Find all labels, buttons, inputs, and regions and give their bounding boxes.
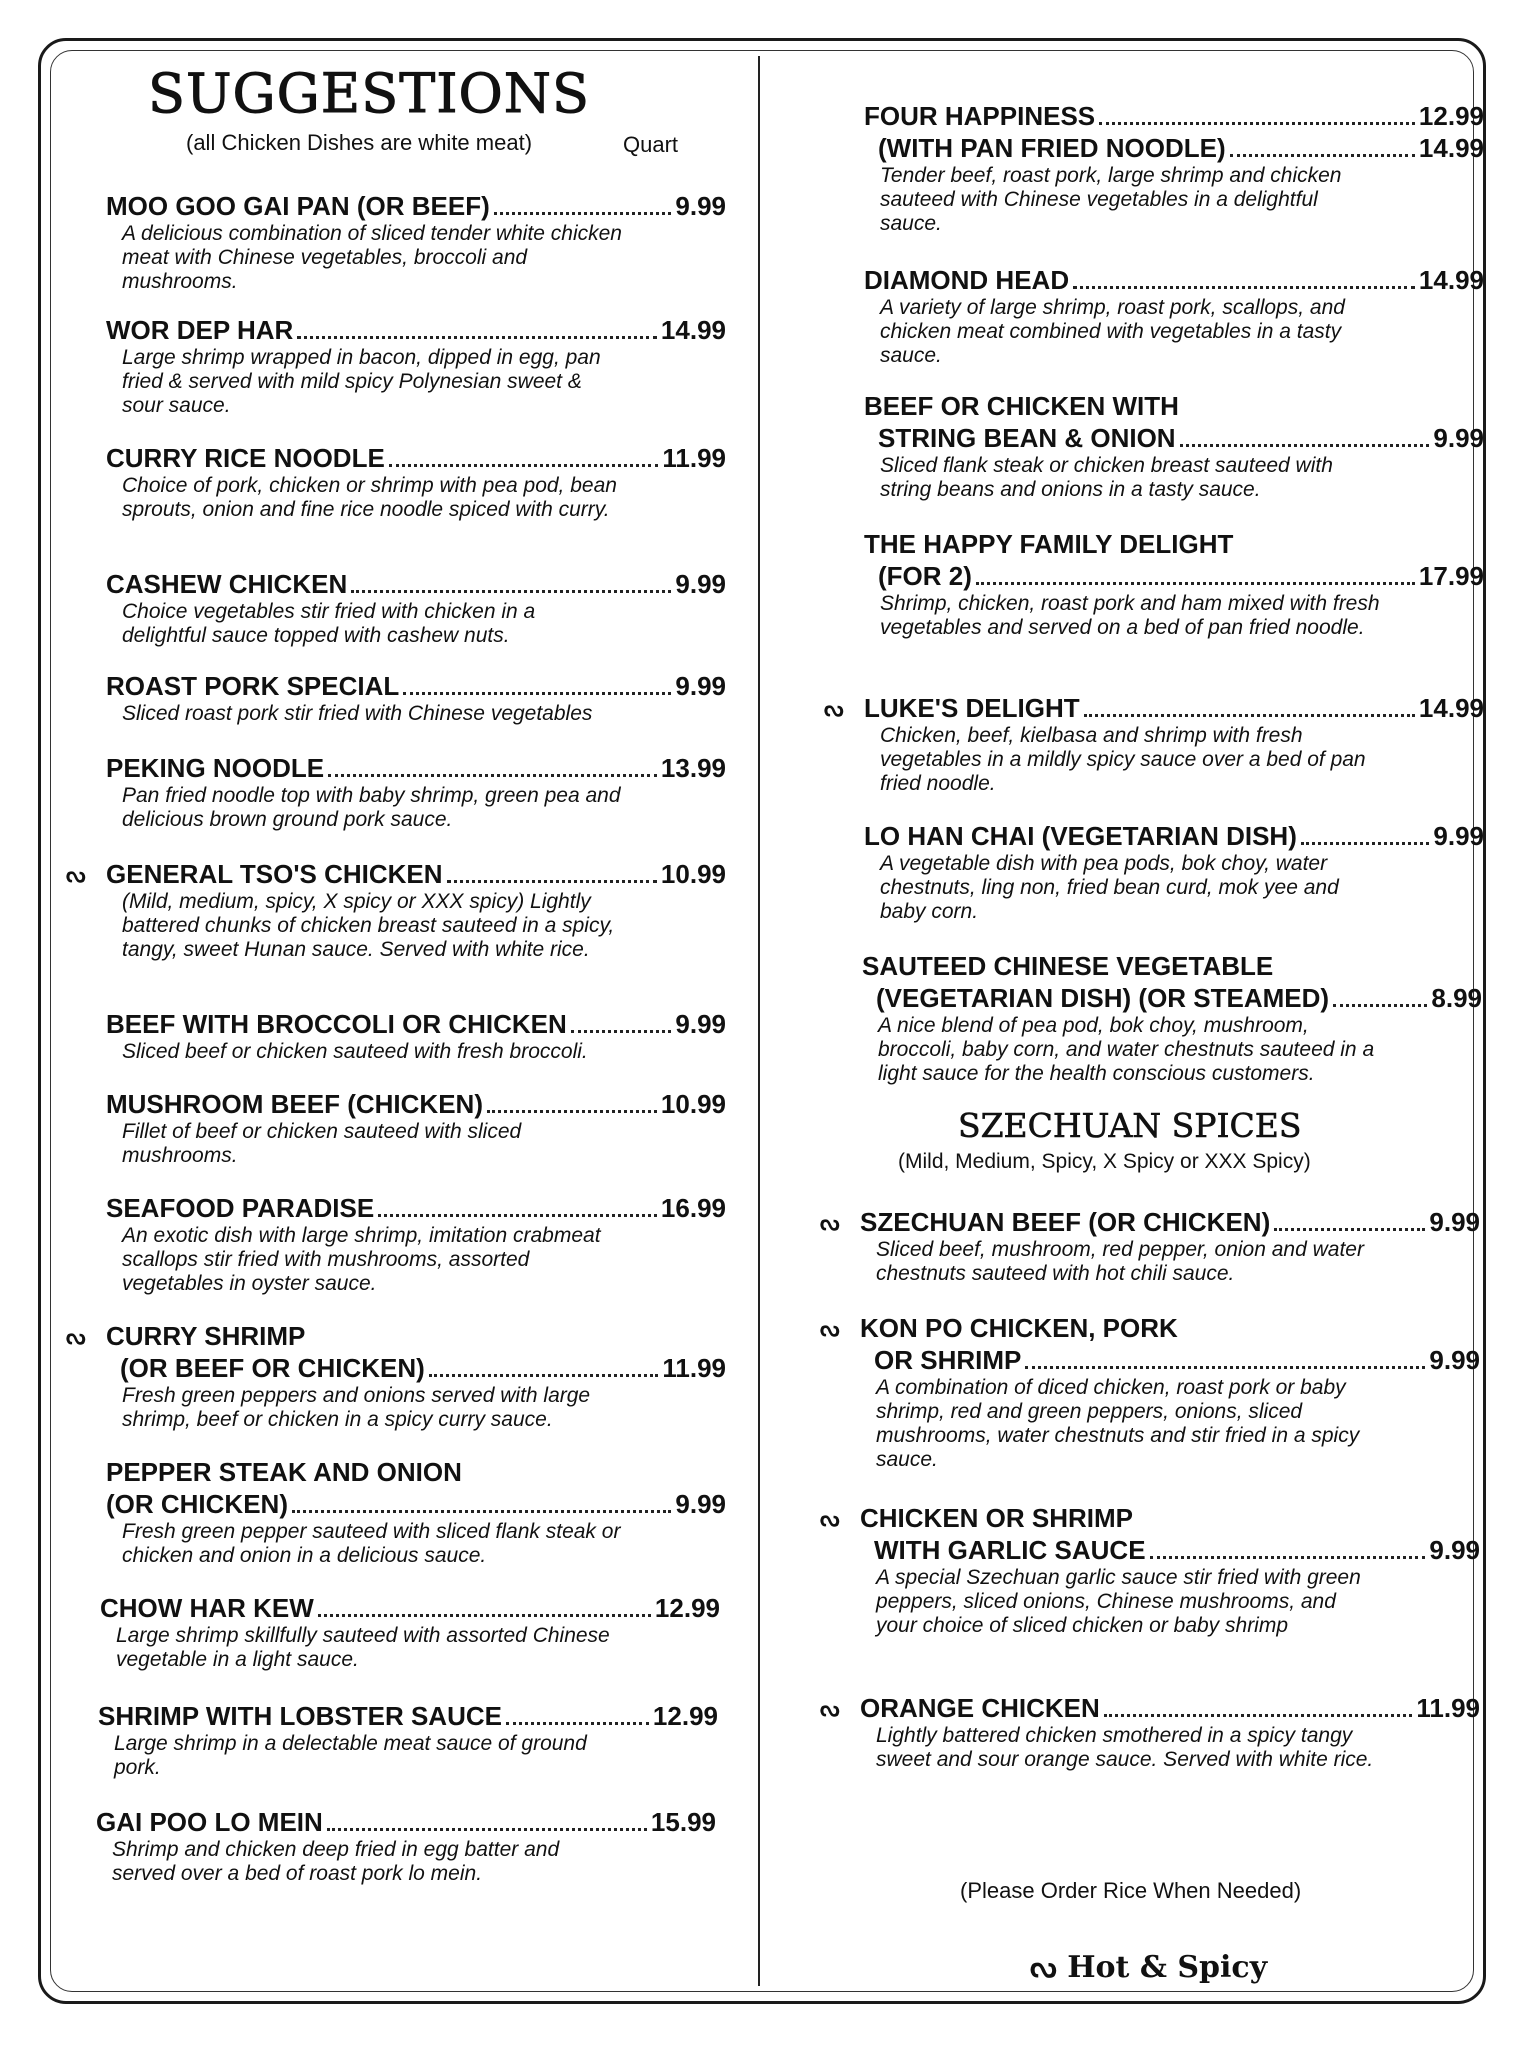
szechuan-section-subtitle: (Mild, Medium, Spicy, X Spicy or XXX Spicy) xyxy=(898,1150,1311,1173)
column-divider xyxy=(758,56,760,1986)
legend-label: Hot & Spicy xyxy=(1067,1950,1268,1985)
hot-spicy-legend xyxy=(1030,1950,1267,1985)
menu-item-lukes-delight xyxy=(824,692,1484,796)
item-price: 12.99 xyxy=(1418,101,1484,131)
menu-item-happy-family xyxy=(864,528,1484,640)
item-description: Sliced roast pork stir fried with Chinese vegetables xyxy=(122,702,593,725)
item-description: Fillet of beef or chicken sauteed with sliced mushrooms. xyxy=(122,1120,522,1167)
item-price: 9.99 xyxy=(675,569,726,599)
item-name: LO HAN CHAI (VEGETARIAN DISH) xyxy=(864,821,1297,851)
menu-item-lo-han-chai xyxy=(864,820,1484,924)
menu-item-chow-har-kew xyxy=(100,1592,720,1672)
item-name: OR SHRIMP xyxy=(874,1345,1022,1375)
item-description: Shrimp and chicken deep fried in egg batter and served over a bed of roast pork lo mein. xyxy=(112,1838,560,1885)
item-name: GAI POO LO MEIN xyxy=(96,1807,323,1837)
item-price: 14.99 xyxy=(660,315,726,345)
menu-item-seafood-paradise xyxy=(106,1192,726,1296)
item-name: ROAST PORK SPECIAL xyxy=(106,671,400,701)
menu-item-pepper-steak xyxy=(106,1456,726,1568)
item-name: (OR BEEF OR CHICKEN) xyxy=(120,1353,425,1383)
hot-spicy-icon: ᔓ xyxy=(66,862,86,887)
menu-item-general-tso xyxy=(66,858,726,962)
hot-spicy-icon: ᔓ xyxy=(1030,1950,1057,1985)
item-price: 9.99 xyxy=(1429,1207,1480,1237)
item-price: 9.99 xyxy=(675,1009,726,1039)
rice-note: (Please Order Rice When Needed) xyxy=(960,1878,1302,1903)
item-description: Large shrimp in a delectable meat sauce of ground pork. xyxy=(114,1732,587,1779)
item-price: 17.99 xyxy=(1418,561,1484,591)
item-name: CHOW HAR KEW xyxy=(100,1593,314,1623)
item-description: A delicious combination of sliced tender white chicken meat with Chinese vegetables, broccoli and mushrooms. xyxy=(122,222,622,293)
item-price: 12.99 xyxy=(654,1593,720,1623)
item-description: Choice vegetables stir fried with chicken in a delightful sauce topped with cashew nuts. xyxy=(122,600,536,647)
item-description: Chicken, beef, kielbasa and shrimp with fresh vegetables in a mildly spicy sauce over a bed of pan fried noodle. xyxy=(880,724,1366,795)
menu-item-mushroom-beef xyxy=(106,1088,726,1168)
item-description: Tender beef, roast pork, large shrimp and chicken sauteed with Chinese vegetables in a delightful sauce. xyxy=(880,164,1342,235)
item-name-line1: KON PO CHICKEN, PORK xyxy=(860,1313,1178,1343)
item-name: MUSHROOM BEEF (CHICKEN) xyxy=(106,1089,483,1119)
item-name: SEAFOOD PARADISE xyxy=(106,1193,375,1223)
menu-item-diamond-head xyxy=(864,264,1484,368)
item-price: 9.99 xyxy=(1429,1535,1480,1565)
item-price: 16.99 xyxy=(660,1193,726,1223)
menu-title: SUGGESTIONS xyxy=(148,62,591,125)
menu-item-orange-chicken xyxy=(820,1692,1480,1772)
item-price: 9.99 xyxy=(675,671,726,701)
hot-spicy-icon: ᔓ xyxy=(820,1316,840,1341)
item-price: 9.99 xyxy=(1429,1345,1480,1375)
item-description: Choice of pork, chicken or shrimp with pea pod, bean sprouts, onion and fine rice noodle spiced with curry. xyxy=(122,474,617,521)
item-description: Large shrimp wrapped in bacon, dipped in egg, pan fried & served with mild spicy Polynesian sweet & sour sauce. xyxy=(122,346,601,417)
item-price: 8.99 xyxy=(1431,983,1482,1013)
menu-item-roast-pork-special xyxy=(106,670,726,726)
item-name: STRING BEAN & ONION xyxy=(878,423,1176,453)
item-name: LUKE'S DELIGHT xyxy=(864,693,1080,723)
item-name: CASHEW CHICKEN xyxy=(106,569,348,599)
item-price: 14.99 xyxy=(1418,265,1484,295)
item-description: Sliced beef, mushroom, red pepper, onion and water chestnuts sauteed with hot chili sauce. xyxy=(876,1238,1364,1285)
menu-item-four-happiness xyxy=(864,100,1484,236)
item-name-line1: CURRY SHRIMP xyxy=(106,1321,306,1351)
item-description: Fresh green pepper sauteed with sliced flank steak or chicken and onion in a delicious sauce. xyxy=(122,1520,621,1567)
item-name: CURRY RICE NOODLE xyxy=(106,443,385,473)
item-name: GENERAL TSO'S CHICKEN xyxy=(106,859,443,889)
size-label: Quart xyxy=(623,132,679,157)
item-price: 12.99 xyxy=(652,1701,718,1731)
menu-item-moo-goo-gai-pan xyxy=(106,190,726,294)
menu-item-peking-noodle xyxy=(106,752,726,832)
item-name: MOO GOO GAI PAN (OR BEEF) xyxy=(106,191,490,221)
item-name: BEEF WITH BROCCOLI OR CHICKEN xyxy=(106,1009,567,1039)
item-price: 13.99 xyxy=(660,753,726,783)
menu-item-kon-po xyxy=(820,1312,1480,1472)
item-name: (OR CHICKEN) xyxy=(106,1489,288,1519)
item-description: A combination of diced chicken, roast pork or baby shrimp, red and green peppers, onions, sliced mushrooms, water chestnuts and stir fried in a spicy sauce. xyxy=(876,1376,1360,1471)
item-name-line1: BEEF OR CHICKEN WITH xyxy=(864,391,1179,421)
item-price-variant: 14.99 xyxy=(1418,133,1484,163)
menu-item-garlic-sauce xyxy=(820,1502,1480,1638)
item-price: 10.99 xyxy=(660,1089,726,1119)
item-name-variant: (WITH PAN FRIED NOODLE) xyxy=(878,133,1226,163)
item-name: FOUR HAPPINESS xyxy=(864,101,1096,131)
item-description: An exotic dish with large shrimp, imitation crabmeat scallops stir fried with mushrooms, assorted vegetables in oyster sauce. xyxy=(122,1224,601,1295)
menu-subtitle: (all Chicken Dishes are white meat) xyxy=(186,130,533,155)
menu-item-cashew-chicken xyxy=(106,568,726,648)
item-name: WOR DEP HAR xyxy=(106,315,294,345)
menu-item-curry-rice-noodle xyxy=(106,442,726,522)
item-price: 10.99 xyxy=(660,859,726,889)
item-description: A vegetable dish with pea pods, bok choy, water chestnuts, ling non, fried bean curd, mok yee and baby corn. xyxy=(880,852,1339,923)
menu-item-shrimp-lobster-sauce xyxy=(98,1700,718,1780)
menu-item-beef-with-broccoli xyxy=(106,1008,726,1064)
item-description: A special Szechuan garlic sauce stir fried with green peppers, sliced onions, Chinese mushrooms, and your choice of sliced chicken or baby shrimp xyxy=(876,1566,1361,1637)
item-price: 11.99 xyxy=(662,443,726,473)
item-price: 11.99 xyxy=(662,1353,726,1383)
item-description: (Mild, medium, spicy, X spicy or XXX spicy) Lightly battered chunks of chicken breast sauteed in a spicy, tangy, sweet Hunan sauce. Served with white rice. xyxy=(122,890,615,961)
item-description: Lightly battered chicken smothered in a spicy tangy sweet and sour orange sauce. Served with white rice. xyxy=(876,1724,1374,1771)
hot-spicy-icon: ᔓ xyxy=(820,1696,840,1721)
hot-spicy-icon: ᔓ xyxy=(820,1210,840,1235)
item-description: Sliced flank steak or chicken breast sauteed with string beans and onions in a tasty sauce. xyxy=(880,454,1333,501)
item-name: SHRIMP WITH LOBSTER SAUCE xyxy=(98,1701,502,1731)
item-name-line1: SAUTEED CHINESE VEGETABLE xyxy=(862,951,1274,981)
item-name-line1: PEPPER STEAK AND ONION xyxy=(106,1457,462,1487)
item-name: (VEGETARIAN DISH) (OR STEAMED) xyxy=(876,983,1330,1013)
item-description: A variety of large shrimp, roast pork, scallops, and chicken meat combined with vegetables in a tasty sauce. xyxy=(880,296,1345,367)
item-description: Large shrimp skillfully sauteed with assorted Chinese vegetable in a light sauce. xyxy=(116,1624,610,1671)
item-price: 9.99 xyxy=(675,1489,726,1519)
item-price: 15.99 xyxy=(650,1807,716,1837)
item-name: WITH GARLIC SAUCE xyxy=(874,1535,1146,1565)
item-name: SZECHUAN BEEF (OR CHICKEN) xyxy=(860,1207,1271,1237)
item-price: 14.99 xyxy=(1418,693,1484,723)
item-price: 11.99 xyxy=(1416,1693,1480,1723)
item-description: Sliced beef or chicken sauteed with fresh broccoli. xyxy=(122,1040,588,1063)
menu-item-sauteed-vegetable xyxy=(862,950,1482,1086)
menu-item-wor-dep-har xyxy=(106,314,726,418)
item-name-line1: CHICKEN OR SHRIMP xyxy=(860,1503,1134,1533)
szechuan-section-title: SZECHUAN SPICES xyxy=(958,1106,1302,1145)
hot-spicy-icon: ᔓ xyxy=(820,1506,840,1531)
item-name-line1: THE HAPPY FAMILY DELIGHT xyxy=(864,529,1234,559)
item-name: DIAMOND HEAD xyxy=(864,265,1070,295)
item-description: Pan fried noodle top with baby shrimp, green pea and delicious brown ground pork sauce. xyxy=(122,784,621,831)
menu-item-szechuan-beef xyxy=(820,1206,1480,1286)
hot-spicy-icon: ᔓ xyxy=(824,696,844,721)
item-name: ORANGE CHICKEN xyxy=(860,1693,1100,1723)
menu-item-gai-poo-lo-mein xyxy=(96,1806,716,1886)
item-description: Fresh green peppers and onions served with large shrimp, beef or chicken in a spicy curry sauce. xyxy=(122,1384,591,1431)
item-price: 9.99 xyxy=(1433,821,1484,851)
item-price: 9.99 xyxy=(675,191,726,221)
menu-item-curry-shrimp xyxy=(66,1320,726,1432)
item-price: 9.99 xyxy=(1433,423,1484,453)
item-description: A nice blend of pea pod, bok choy, mushroom, broccoli, baby corn, and water chestnuts sauteed in a light sauce for the health conscious customers. xyxy=(878,1014,1375,1085)
item-name: (FOR 2) xyxy=(878,561,972,591)
hot-spicy-icon: ᔓ xyxy=(66,1324,86,1349)
item-name: PEKING NOODLE xyxy=(106,753,325,783)
menu-item-string-bean-onion xyxy=(864,390,1484,502)
item-description: Shrimp, chicken, roast pork and ham mixed with fresh vegetables and served on a bed of pan fried noodle. xyxy=(880,592,1380,639)
